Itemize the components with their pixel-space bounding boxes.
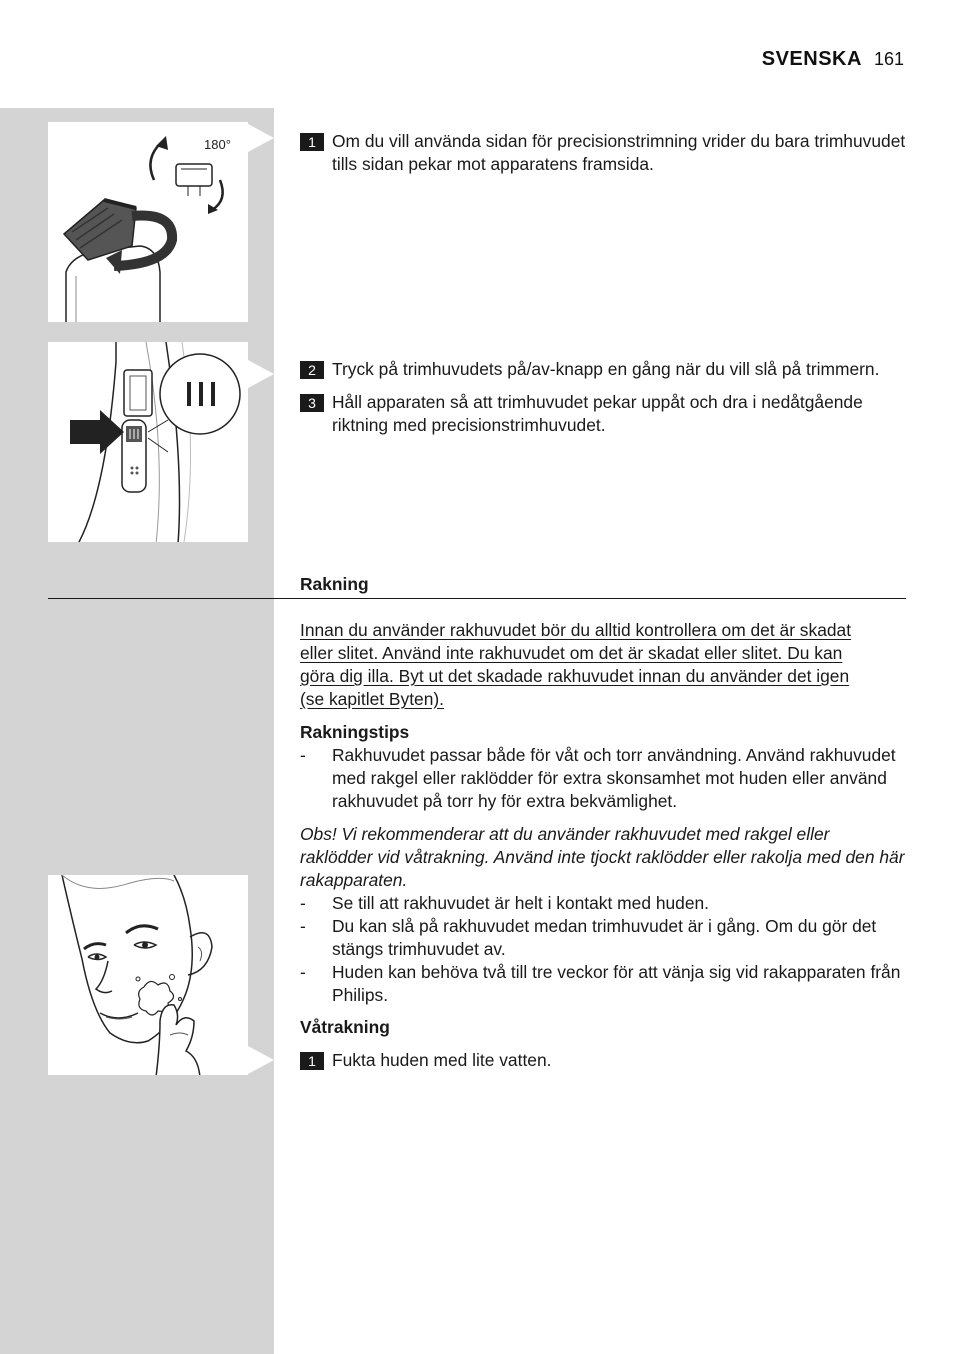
warning-line: (se kapitlet Byten).: [300, 689, 445, 709]
page-header: [762, 48, 904, 71]
step-text: Fukta huden med lite vatten.: [332, 1050, 552, 1070]
section-divider: [48, 598, 906, 599]
trimmer-switch-illustration: [48, 342, 248, 542]
step-text: Om du vill använda sidan för precisionstrimning vrider du bara trimhuvudet tills sidan pekar mot apparatens framsida.: [332, 131, 906, 174]
tip-text: Huden kan behöva två till tre veckor för att vänja sig vid rakapparaten från Philips.: [332, 962, 901, 1005]
step-number: 1: [300, 133, 324, 151]
tips-title: Rakningstips: [300, 722, 410, 742]
tip-text: Du kan slå på rakhuvudet medan trimhuvudet är i gång. Om du gör det stängs trimhuvudet av.: [332, 916, 877, 959]
tip-text: Se till att rakhuvudet är helt i kontakt med huden.: [332, 893, 710, 913]
warning-line: Innan du använder rakhuvudet bör du alltid kontrollera om det är skadat: [300, 620, 852, 640]
wet-title: Våtrakning: [300, 1017, 390, 1037]
figure-pointer: [248, 360, 274, 388]
figure-pointer: [248, 1046, 274, 1074]
wet-shaving-block: [300, 1016, 906, 1072]
warning-block: [300, 619, 906, 711]
tips-block: [300, 721, 906, 813]
step-text: Håll apparaten så att trimhuvudet pekar uppåt och dra i nedåtgående riktning med precisionstrimhuvudet.: [332, 392, 863, 435]
trimmer-rotate-head-illustration: [48, 122, 248, 322]
list-item: - Du kan slå på rakhuvudet medan trimhuvudet är i gång. Om du gör det stängs trimhuvudet av.: [300, 915, 906, 961]
man-shaving-illustration: [48, 875, 248, 1075]
warning-line: göra dig illa. Byt ut det skadade rakhuvudet innan du använder det igen: [300, 666, 850, 686]
step-number: 3: [300, 394, 324, 412]
step-number: 2: [300, 361, 324, 379]
figure-pointer: [248, 124, 274, 152]
page-number: 161: [873, 49, 904, 69]
step-number: 1: [300, 1052, 324, 1070]
step-item: [300, 1049, 906, 1072]
step-text: Tryck på trimhuvudets på/av-knapp en gång när du vill slå på trimmern.: [332, 359, 880, 379]
step-2-3-block: [300, 358, 906, 437]
section-title-rakning: Rakning: [300, 574, 369, 594]
figure-switch: [48, 342, 248, 542]
step-1-block: [300, 130, 906, 176]
figure-shaving: [48, 875, 248, 1075]
warning-line: eller slitet. Använd inte rakhuvudet om det är skadat eller slitet. Du kan: [300, 643, 843, 663]
list-item: - Rakhuvudet passar både för våt och torr användning. Använd rakhuvudet med rakgel eller raklödder för extra skonsamhet mot huden eller använd rakhuvudet på torr hy för extra bekvämlighet.: [300, 744, 906, 813]
step-item: [300, 358, 906, 381]
figure-rotate-head: [48, 122, 248, 322]
language-label: SVENSKA: [761, 48, 862, 70]
step-item: [300, 391, 906, 437]
list-item: - Huden kan behöva två till tre veckor för att vänja sig vid rakapparaten från Philips.: [300, 961, 906, 1007]
list-item: - Se till att rakhuvudet är helt i kontakt med huden.: [300, 893, 710, 913]
note-text: Obs! Vi rekommenderar att du använder rakhuvudet med rakgel eller raklödder vid våtrakning. Använd inte tjockt raklödder eller rakolja med den här rakapparaten.: [300, 824, 905, 890]
note-block: [300, 823, 906, 1007]
tip-text: Rakhuvudet passar både för våt och torr användning. Använd rakhuvudet med rakgel eller raklödder för extra skonsamhet mot huden eller använd rakhuvudet på torr hy för extra bekvämlighet.: [332, 745, 896, 811]
step-item: [300, 130, 906, 176]
rotation-label: 180°: [204, 137, 231, 152]
